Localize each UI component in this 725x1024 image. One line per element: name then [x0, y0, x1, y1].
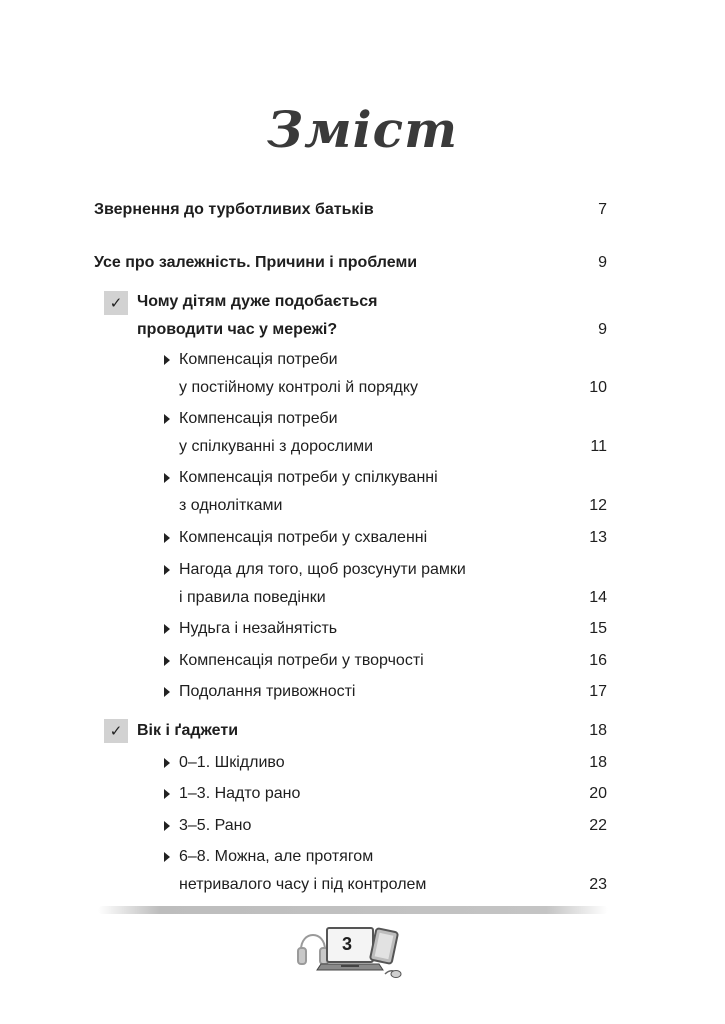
dot-leader [336, 587, 573, 609]
toc-entry-subsection[interactable] [179, 349, 607, 399]
toc-page-number: 11 [590, 438, 607, 455]
check-icon: ✓ [104, 719, 128, 743]
toc-entry-title-line-2: з однолітками [179, 497, 283, 514]
toc-page-number: 17 [589, 683, 607, 700]
toc-entry-title: Звернення до турботливих батьків [94, 201, 374, 218]
toc-entry-subsection[interactable] [179, 783, 607, 805]
triangle-bullet-icon [164, 565, 170, 575]
toc-entry-title-line-2: проводити час у мережі? [137, 321, 338, 338]
toc-entry-title-line-1: 6–8. Можна, але протягом [179, 848, 374, 865]
toc-entry-chapter[interactable] [94, 199, 607, 221]
toc-entry-subsection[interactable] [179, 650, 607, 672]
toc-page-number: 13 [589, 529, 607, 546]
dot-leader [428, 377, 573, 399]
triangle-bullet-icon [164, 758, 170, 768]
dot-leader [347, 319, 573, 341]
toc-entry-subsection[interactable] [179, 559, 607, 609]
dot-leader [292, 495, 573, 517]
toc-page-number: 16 [589, 652, 607, 669]
triangle-bullet-icon [164, 789, 170, 799]
toc-page-number: 23 [589, 876, 607, 893]
triangle-bullet-icon [164, 687, 170, 697]
dot-leader [261, 815, 573, 837]
toc-entry-title-line-1: Нагода для того, щоб розсунути рамки [179, 561, 466, 578]
dot-leader [383, 436, 573, 458]
toc-entry-title-line-1: Компенсація потреби [179, 410, 338, 427]
toc-page-number: 18 [589, 754, 607, 771]
dot-leader [295, 752, 573, 774]
toc-entry-title-line-2: і правила поведінки [179, 589, 326, 606]
check-icon: ✓ [104, 291, 128, 315]
toc-page-number: 20 [589, 785, 607, 802]
triangle-bullet-icon [164, 473, 170, 483]
toc-page-number: 22 [589, 817, 607, 834]
toc-entry-title: Компенсація потреби у творчості [179, 652, 424, 669]
dot-leader [434, 650, 573, 672]
triangle-bullet-icon [164, 821, 170, 831]
tablet-icon [370, 928, 398, 964]
toc-entry-title-line-2: у спілкуванні з дорослими [179, 438, 374, 455]
triangle-bullet-icon [164, 656, 170, 666]
toc-entry-title: Компенсація потреби у схваленні [179, 529, 428, 546]
dot-leader [437, 527, 573, 549]
triangle-bullet-icon [164, 533, 170, 543]
page-title: Зміст [267, 100, 458, 159]
toc-entry-title-line-2: нетривалого часу і під контролем [179, 876, 427, 893]
toc-page-number: 14 [589, 589, 607, 606]
toc-page-number: 9 [598, 321, 607, 338]
toc-page-number: 15 [589, 620, 607, 637]
toc-entry-subsection[interactable] [179, 846, 607, 896]
toc-page-number: 12 [589, 497, 607, 514]
toc-entry-subsection[interactable] [179, 527, 607, 549]
toc-entry-title: Усе про залежність. Причини і проблеми [94, 254, 418, 271]
triangle-bullet-icon [164, 414, 170, 424]
toc-entry-subsection[interactable] [179, 618, 607, 640]
toc-page-number: 9 [598, 254, 607, 271]
toc-entry-title-line-1: Чому дітям дуже подобається [137, 293, 378, 310]
toc-entry-title-line-1: Компенсація потреби [179, 351, 338, 368]
triangle-bullet-icon [164, 852, 170, 862]
toc-entry-title: 1–3. Надто рано [179, 785, 301, 802]
toc-entry-title: Подолання тривожності [179, 683, 356, 700]
triangle-bullet-icon [164, 355, 170, 365]
toc-page-number: 7 [598, 201, 607, 218]
footer-divider [98, 906, 608, 914]
toc-entry-subsection[interactable] [179, 752, 607, 774]
dot-leader [347, 618, 573, 640]
toc-entry-chapter[interactable] [94, 252, 607, 274]
toc-entry-title: Нудьга і незайнятість [179, 620, 338, 637]
toc-entry-section[interactable] [137, 720, 607, 742]
dot-leader [365, 681, 573, 703]
toc-entry-title: 3–5. Рано [179, 817, 252, 834]
dot-leader [427, 252, 573, 274]
toc-entry-title: Вік і ґаджети [137, 722, 239, 739]
page-number: 3 [341, 934, 352, 954]
mouse-icon [385, 971, 401, 978]
toc-entry-subsection[interactable] [179, 681, 607, 703]
headphones-icon [298, 935, 328, 964]
toc-entry-subsection[interactable] [179, 815, 607, 837]
toc-entry-title-line-1: Компенсація потреби у спілкуванні [179, 469, 438, 486]
toc-page-number: 18 [589, 722, 607, 739]
toc-entry-title: 0–1. Шкідливо [179, 754, 285, 771]
toc-entry-subsection[interactable] [179, 467, 607, 517]
triangle-bullet-icon [164, 624, 170, 634]
toc-entry-title-line-2: у постійному контролі й порядку [179, 379, 419, 396]
dot-leader [436, 874, 573, 896]
dot-leader [310, 783, 573, 805]
toc-page-number: 10 [589, 379, 607, 396]
dot-leader [384, 199, 573, 221]
toc-entry-section[interactable] [137, 291, 607, 341]
dot-leader [248, 720, 573, 742]
toc-entry-subsection[interactable] [179, 408, 607, 458]
